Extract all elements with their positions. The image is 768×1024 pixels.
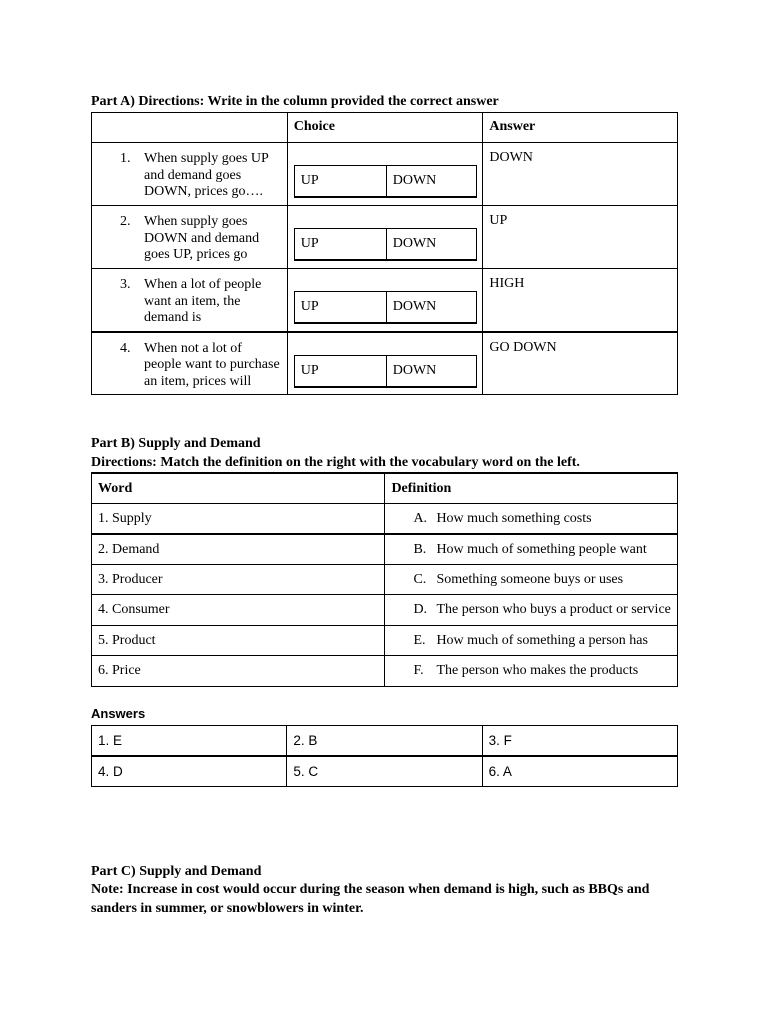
choice-cell — [287, 332, 483, 395]
answers-title: Answers — [91, 706, 146, 721]
table-row — [92, 332, 678, 395]
question-number: 1. — [120, 151, 131, 166]
table-row — [92, 534, 678, 565]
question-text: When supply goes DOWN and demand goes UP, prices go — [144, 214, 260, 262]
table-row — [92, 143, 678, 206]
definition-letter: F. — [413, 663, 424, 679]
part-b-title: Part B) Supply and Demand — [91, 436, 261, 451]
definition-text: How much of something people want — [436, 541, 647, 557]
table-row — [92, 269, 678, 332]
definition-cell — [385, 656, 678, 687]
word-cell: 5. Product — [92, 625, 385, 656]
definition-cell — [385, 503, 678, 534]
choice-down[interactable]: DOWN — [392, 236, 437, 251]
answer-cell[interactable]: 2. B — [287, 726, 482, 757]
choice-up[interactable]: UP — [295, 292, 387, 322]
question-cell — [92, 269, 288, 332]
choice-cell — [287, 206, 483, 269]
answers-table — [91, 725, 678, 787]
header-answer: Answer — [483, 113, 678, 143]
choice-up[interactable]: UP — [295, 229, 387, 259]
definition-letter: C. — [413, 571, 427, 587]
table-row — [92, 625, 678, 656]
definition-text: How much of something a person has — [436, 632, 648, 648]
definition-letter: D. — [413, 602, 428, 618]
table-row — [92, 756, 678, 787]
word-cell: 3. Producer — [92, 564, 385, 595]
definition-text: Something someone buys or uses — [436, 571, 624, 587]
choice-up[interactable]: UP — [295, 166, 387, 196]
question-number: 2. — [120, 214, 131, 229]
definition-cell — [385, 595, 678, 626]
part-b-table — [91, 472, 678, 687]
header-choice: Choice — [287, 113, 483, 143]
choice-up[interactable]: UP — [295, 356, 387, 386]
answer-cell[interactable]: 6. A — [482, 756, 677, 787]
table-row — [92, 595, 678, 626]
definition-text: The person who buys a product or service — [436, 602, 671, 618]
table-row — [92, 726, 678, 757]
question-text: When supply goes UP and demand goes DOWN, prices go…. — [144, 151, 269, 199]
choice-box — [294, 291, 478, 324]
word-cell: 6. Price — [92, 656, 385, 687]
answer-cell[interactable]: 4. D — [92, 756, 287, 787]
question-number: 4. — [120, 340, 131, 356]
word-cell: 2. Demand — [92, 534, 385, 565]
answer-cell[interactable]: UP — [483, 206, 678, 269]
part-b-directions: Directions: Match the definition on the right with the vocabulary word on the left. — [91, 455, 580, 470]
answer-cell[interactable]: 1. E — [92, 726, 287, 757]
part-c-title: Part C) Supply and Demand — [91, 864, 262, 879]
header-word: Word — [92, 473, 385, 503]
choice-box — [294, 355, 478, 388]
definition-text: The person who makes the products — [436, 663, 639, 679]
question-text: When a lot of people want an item, the demand is — [144, 277, 262, 325]
table-row — [92, 564, 678, 595]
definition-text: How much something costs — [436, 510, 592, 526]
answer-cell[interactable]: 3. F — [482, 726, 677, 757]
header-definition: Definition — [385, 473, 678, 503]
table-row — [92, 503, 678, 534]
part-c-note: Note: Increase in cost would occur during the season when demand is high, such as BBQs and sanders in summer, or snowblowers in winter. — [91, 882, 650, 916]
word-cell: 1. Supply — [92, 503, 385, 534]
definition-cell — [385, 564, 678, 595]
table-row — [92, 206, 678, 269]
definition-letter: E. — [413, 632, 426, 648]
answer-cell[interactable]: 5. C — [287, 756, 482, 787]
choice-box — [294, 228, 478, 261]
header-blank — [92, 113, 288, 143]
answer-cell[interactable]: GO DOWN — [483, 332, 678, 395]
choice-cell — [287, 143, 483, 206]
question-cell — [92, 143, 288, 206]
table-header-row — [92, 473, 678, 503]
question-cell — [92, 332, 288, 395]
answer-cell[interactable]: DOWN — [483, 143, 678, 206]
choice-down[interactable]: DOWN — [392, 362, 437, 378]
definition-letter: A. — [413, 510, 428, 526]
choice-down[interactable]: DOWN — [392, 299, 437, 314]
choice-box — [294, 165, 478, 198]
question-cell — [92, 206, 288, 269]
question-number: 3. — [120, 277, 131, 292]
choice-down[interactable]: DOWN — [392, 173, 437, 188]
choice-cell — [287, 269, 483, 332]
table-header-row — [92, 113, 678, 143]
word-cell: 4. Consumer — [92, 595, 385, 626]
definition-cell — [385, 534, 678, 565]
definition-cell — [385, 625, 678, 656]
part-a-table — [91, 112, 678, 395]
definition-letter: B. — [413, 541, 427, 557]
part-a-directions: Part A) Directions: Write in the column provided the correct answer — [91, 94, 499, 109]
table-row — [92, 656, 678, 687]
question-text: When not a lot of people want to purchase an item, prices will — [144, 340, 280, 389]
answer-cell[interactable]: HIGH — [483, 269, 678, 332]
